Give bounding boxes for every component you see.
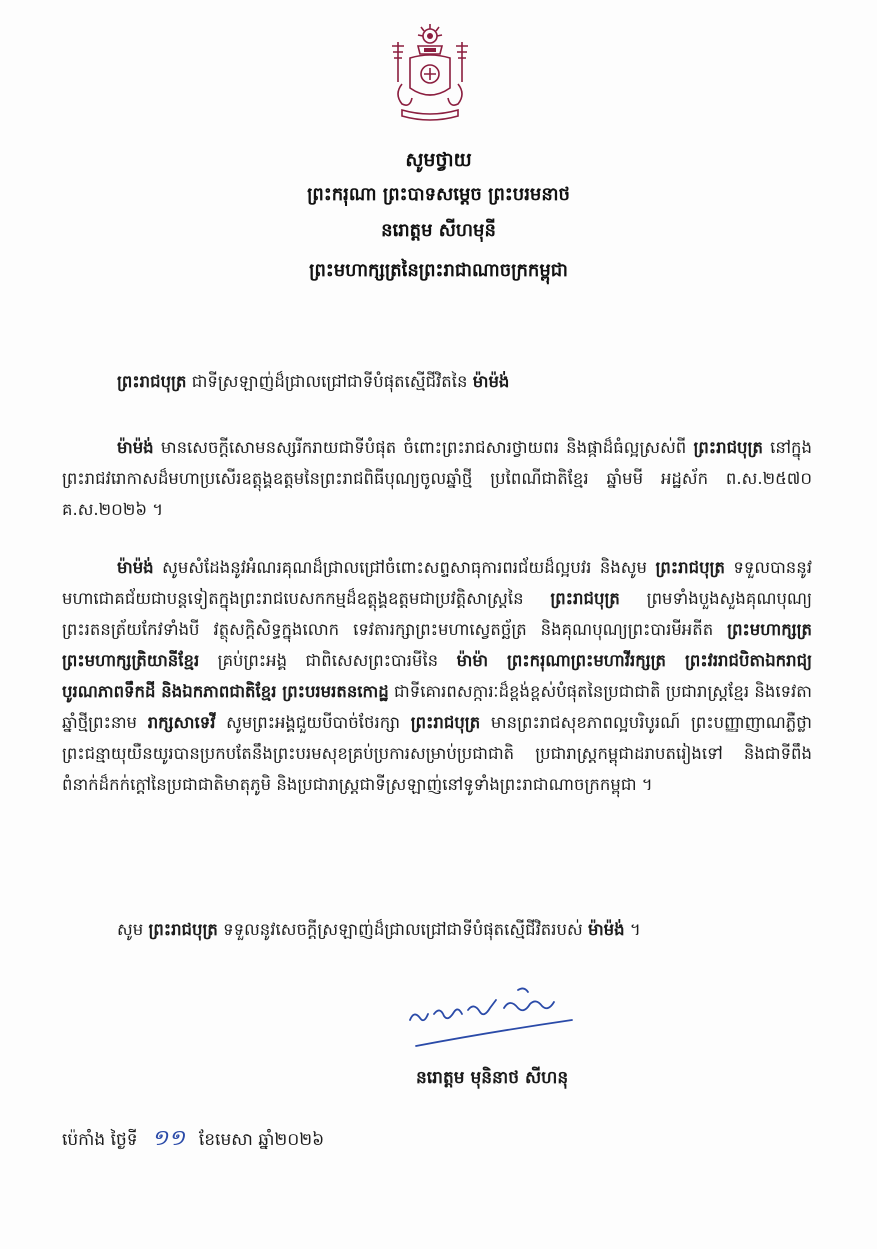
sender-name: ម៉ាម៉ង់ [117,438,154,457]
body-paragraph-2 [62,552,812,800]
paragraph-text: សូម [117,920,149,939]
date-day-handwritten: ១១ [151,1126,185,1151]
paragraph-text: សូមព្រះអង្គជួយបីបាច់ថែរក្សា [215,713,411,732]
date-month-year: ខែមេសា ឆ្នាំ២០២៦ [198,1130,325,1150]
monarchs-title: ព្រះមហាក្សត្រ ព្រះមហាក្សត្រិយានីខ្មែរ [62,620,812,670]
paragraph-text: នៅក្នុងព្រះរាជវរោកាសដ៏មហាប្រសើរឧត្តុង្គឧត្តមនៃព្រះរាជពិធីបុណ្យចូលឆ្នាំថ្មី ប្រពៃណីជាតិខ្មែរ ឆ្នាំមមី អដ្ឋស័ក ព.ស.២៥៧០ គ.ស.២០២៦ ។ [62,438,813,519]
recipient-title: ព្រះរាជបុត្រ [550,589,620,608]
sender-name: ម៉ាម៉ង់ [472,372,510,391]
paragraph-text: គ្រប់ព្រះអង្គ ជាពិសេសព្រះបារមីនៃ [199,651,457,670]
date-place: ប៉េកាំង ថ្ងៃទី [62,1130,138,1150]
paragraph-text: ទទួលនូវសេចក្តីស្រឡាញ់ដ៏ជ្រាលជ្រៅជាទីបំផុតស្មើជីវិតរបស់ [217,920,588,939]
recipient-title: ព្រះរាជបុត្រ [410,713,481,732]
signatory-name: នរោត្តម មុនិនាថ សីហនុ [416,1068,569,1088]
paragraph-text: មានសេចក្តីសោមនស្សរីករាយជាទីបំផុត ចំពោះព្រះរាជសារថ្វាយពរ និងផ្កាដ៏ធំល្អស្រស់ពី [153,438,694,457]
paragraph-text: ជាទីគោរពសក្ការៈដ៏ខ្ពង់ខ្ពស់បំផុតនៃប្រជាជាតិ ប្រជារាស្ត្រខ្មែរ និងទេវតាឆ្នាំថ្មីព្រះនាម [62,682,812,732]
sender-name: ម៉ាម៉ង់ [117,558,154,577]
recipient-title: ព្រះរាជបុត្រ [148,920,218,939]
intro-text: ជាទីស្រឡាញ់ដ៏ជ្រាលជ្រៅជាទីបំផុតស្មើជីវិតនៃ [186,372,473,391]
intro-paragraph [62,366,817,397]
closing-paragraph [62,914,817,945]
sender-name: ម៉ាម៉ង់ [587,920,625,939]
recipient-title: ព្រះរាជបុត្រ [693,438,763,457]
recipient-title: ព្រះរាជបុត្រ [655,558,725,577]
date-line [62,1124,324,1156]
paragraph-text: ព្រមទាំងបួងសួងគុណបុណ្យព្រះរតនត្រ័យកែវទាំងបី វត្ថុសក្តិសិទ្ធក្នុងលោក ទេវតារក្សាព្រះមហាស្វេតច្ឆ័ត្រ និងគុណបុណ្យព្រះបារមីអតីត [62,589,812,639]
paragraph-text: ។ [624,920,641,939]
king-name-line: នរោត្តម សីហមុនី [381,220,496,241]
king-role-line: ព្រះមហាក្សត្រនៃព្រះរាជាណាចក្រកម្ពុជា [309,260,568,281]
paragraph-text: សូមសំដែងនូវអំណរគុណដ៏ជ្រាលជ្រៅចំពោះសព្ទសាធុការពរជ័យដ៏ល្អបវរ និងសូម [153,558,656,577]
new-year-angel-name: រាក្សសាទេវី [147,713,216,732]
paragraph-text: ទទួលបាននូវមហាជោគជ័យជាបន្តទៀតក្នុងព្រះរាជបេសកកម្មដ៏ឧត្តុង្គឧត្តមជាប្រវត្តិសាស្ត្រនៃ [62,558,812,608]
king-title-line: ព្រះករុណា ព្រះបាទសម្តេច ព្រះបរមនាថ [307,184,570,205]
handwritten-signature [400,980,580,1052]
father-king-title: ម៉ាម៉ា ព្រះករុណាព្រះមហាវីរក្សត្រ ព្រះវររាជបិតាឯករាជ្យ បូរណភាពទឹកដី និងឯកភាពជាតិខ្មែរ ព្រះបរមរតនកោដ្ឋ [62,651,812,701]
royal-coat-of-arms-icon [380,22,480,126]
paragraph-text: មានព្រះរាជសុខភាពល្អបរិបូរណ៍ ព្រះបញ្ញាញាណភ្លឺថ្លា ព្រះជន្មាយុយឺនយូរបានប្រកបតែនឹងព្រះបរមសុខគ្រប់ប្រការសម្រាប់ប្រជាជាតិ ប្រជារាស្ត្រកម្ពុជាដរាបតរៀងទៅ និងជាទីពឹងពំនាក់ដ៏កក់ក្តៅនៃប្រជាជាតិមាតុភូមិ និងប្រជារាស្ត្រជាទីស្រឡាញ់នៅទូទាំងព្រះរាជាណាចក្រកម្ពុជា ។ [62,713,812,794]
recipient-title: ព្រះរាជបុត្រ [117,372,187,391]
salutation-line: សូមថ្វាយ [405,149,472,171]
body-paragraph-1 [62,432,812,525]
